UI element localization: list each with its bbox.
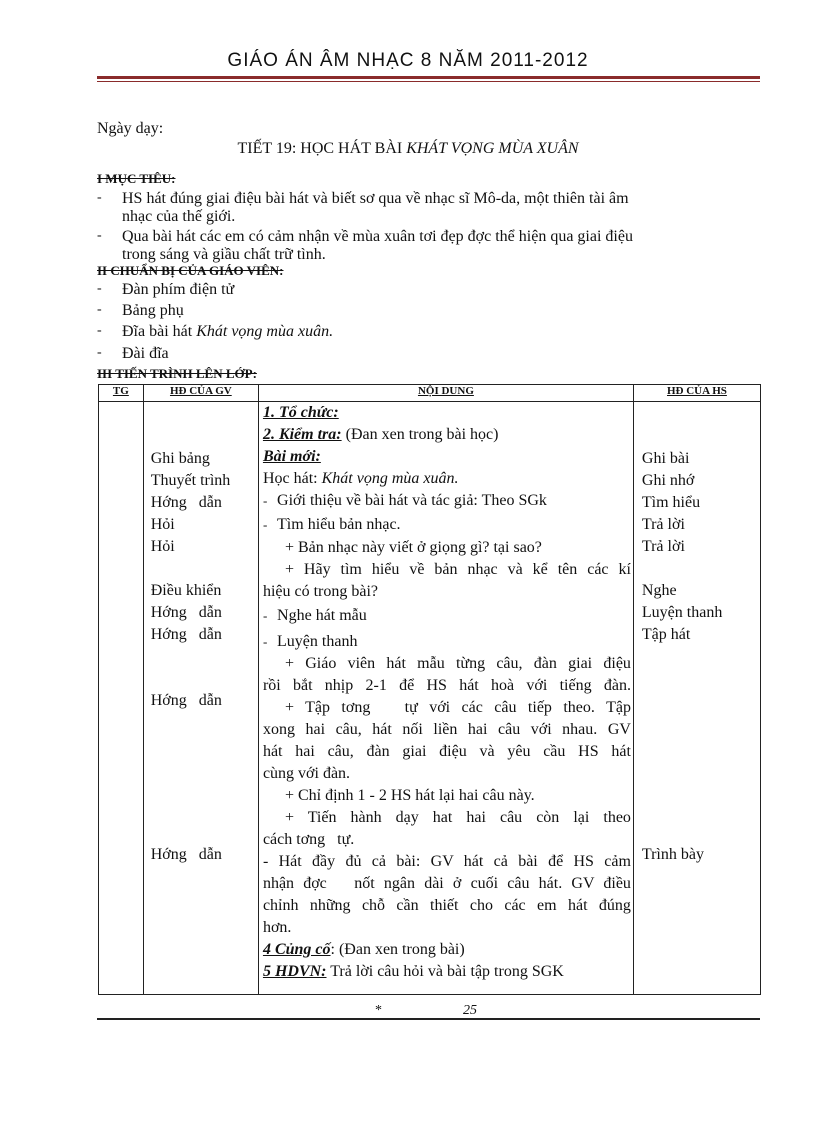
nd-heading: 2. Kiểm tra: bbox=[262, 426, 342, 443]
nd-line: + Tập tơng tự với các câu tiếp theo. Tập bbox=[284, 699, 631, 716]
header-hs: HĐ CỦA HS bbox=[633, 385, 760, 402]
nd-line: + Giáo viên hát mẫu từng câu, đàn giai điệu bbox=[284, 655, 631, 672]
footer-rule bbox=[97, 1018, 760, 1020]
bullet-mark: - bbox=[97, 228, 102, 243]
nd-line: hiệu có trong bài? bbox=[262, 583, 379, 600]
gv-item: Điều khiển bbox=[150, 582, 222, 599]
header-rule bbox=[97, 76, 760, 79]
bullet-mark: - bbox=[97, 190, 102, 205]
gv-item: Hớng dẫn bbox=[150, 494, 222, 511]
nd-line: + Bản nhạc này viết ở giọng gì? tại sao? bbox=[284, 539, 542, 556]
hs-item: Ghi nhớ bbox=[641, 472, 695, 489]
gv-item: Hỏi bbox=[150, 516, 175, 533]
hs-cell bbox=[633, 402, 760, 995]
date-label: Ngày dạy: bbox=[97, 120, 164, 137]
nd-cell: 1. Tổ chức: 2. Kiểm tra: (Đan xen trong bài học) Bài mới: Học hát: Khát vọng mùa xuân. - Giới thiệu về bài hát và tác giả: Theo SGk - Tìm hiểu bản nhạc. + Bản nhạc này viết ở giọng gì? tại sao? + Hãy tìm hiểu về bản nhạc và kể tên các kí hiệu có trong bài? - Nghe hát mẫu - Luyện thanh + Giáo viên hát mẫu từng câu, đàn giai điệu rồi bắt nhịp 2-1 để HS hát hoà với tiếng đàn. + Tập tơng tự với các câu tiếp theo. Tập xong hai câu, hát nối liền hai câu với nhau. GV hát hai câu, đàn giai điệu và yêu cầu HS hát cùng với đàn. + Chỉ định 1 - 2 HS hát lại hai câu này. + Tiến hành dạy hat hai câu còn lại theo cách tơng tự. - Hát đầy đủ cả bài: GV hát cả bài để HS cảm nhận đợc nốt ngân dài ở cuối câu hát. GV điều chỉnh những chỗ cần thiết cho các em hát đúng hơn. 4 Củng cố: (Đan xen trong bài) 5 HDVN: Trả lời câu hỏi và bài tập trong SGK bbox=[258, 402, 633, 995]
prep-item-1: Đàn phím điện tử bbox=[122, 281, 235, 298]
gv-item: Hớng dẫn bbox=[150, 626, 222, 643]
nd-heading: 5 HDVN: bbox=[262, 963, 327, 980]
nd-line: rồi bắt nhịp 2-1 để HS hát hoà với tiếng đàn. bbox=[262, 677, 631, 694]
tg-cell bbox=[99, 402, 144, 995]
nd-line: cùng với đàn. bbox=[262, 765, 351, 782]
hs-item: Ghi bài bbox=[641, 450, 690, 467]
header-tg: TG bbox=[99, 385, 144, 402]
prep-item-2: Bảng phụ bbox=[122, 302, 184, 319]
bullet-mark: - bbox=[97, 323, 102, 338]
section-2-heading: II CHUẨN BỊ CỦA GIÁO VIÊN: bbox=[97, 263, 284, 278]
nd-line: cách tơng tự. bbox=[262, 831, 355, 848]
bullet-mark: - bbox=[97, 302, 102, 317]
gv-item: Hớng dẫn bbox=[150, 604, 222, 621]
objective-1: HS hát đúng giai điệu bài hát và biết sơ qua về nhạc sĩ Mô-da, một thiên tài âm nhạc của thế giới. bbox=[122, 190, 629, 225]
lesson-title: TIẾT 19: HỌC HÁT BÀI KHÁT VỌNG MÙA XUÂN bbox=[237, 140, 579, 157]
nd-heading: 4 Củng cố bbox=[262, 941, 331, 958]
gv-item: Thuyết trình bbox=[150, 472, 231, 489]
bullet-mark: - bbox=[97, 281, 102, 296]
nd-line: + Tiến hành dạy hat hai câu còn lại theo bbox=[284, 809, 631, 826]
gv-item: Hớng dẫn bbox=[150, 692, 222, 709]
hs-item: Trả lời bbox=[641, 516, 685, 533]
hs-item: Trình bày bbox=[641, 846, 704, 863]
hs-item: Tập hát bbox=[641, 626, 691, 643]
gv-item: Hỏi bbox=[150, 538, 175, 555]
hs-item: Luyện thanh bbox=[641, 604, 723, 621]
nd-heading: Bài mới: bbox=[262, 448, 321, 465]
nd-line: Tìm hiểu bản nhạc. bbox=[277, 516, 401, 533]
section-3-heading: III TIẾN TRÌNH LÊN LỚP: bbox=[97, 366, 257, 381]
page-header: GIÁO ÁN ÂM NHẠC 8 NĂM 2011-2012 bbox=[227, 50, 589, 71]
footer-star: * bbox=[375, 1003, 382, 1018]
nd-line: nhận đợc nốt ngân dài ở cuối câu hát. GV điều bbox=[262, 875, 631, 892]
nd-line: - Hát đầy đủ cả bài: GV hát cả bài để HS cảm bbox=[262, 853, 631, 870]
nd-line: + Hãy tìm hiểu về bản nhạc và kể tên các kí bbox=[284, 561, 631, 578]
header-gv: HĐ CỦA GV bbox=[143, 385, 258, 402]
nd-line: hát hai câu, đàn giai điệu và yêu cầu HS hát bbox=[262, 743, 631, 760]
hs-item: Trả lời bbox=[641, 538, 685, 555]
objective-2: Qua bài hát các em có cảm nhận về mùa xuân tơi đẹp đợc thể hiện qua giai điệu trong sáng và giầu chất trữ tình. bbox=[122, 228, 633, 263]
section-1-heading: I MỤC TIÊU: bbox=[97, 171, 176, 186]
lesson-table bbox=[98, 384, 761, 995]
nd-line: Luyện thanh bbox=[277, 633, 358, 650]
header-rule-thin bbox=[97, 81, 760, 82]
nd-line: Giới thiệu về bài hát và tác giả: Theo SGk bbox=[277, 492, 547, 509]
hs-item: Nghe bbox=[641, 582, 677, 599]
gv-cell bbox=[143, 402, 258, 995]
nd-line: xong hai câu, hát nối liền hai câu với nhau. GV bbox=[262, 721, 631, 738]
prep-item-4: Đài đĩa bbox=[122, 345, 169, 362]
page-number: 25 bbox=[463, 1003, 477, 1018]
nd-line: Nghe hát mẫu bbox=[277, 607, 367, 624]
prep-item-3: Đĩa bài hát Khát vọng mùa xuân. bbox=[122, 323, 334, 340]
header-nd: NỘI DUNG bbox=[258, 385, 633, 402]
bullet-mark: - bbox=[97, 345, 102, 360]
nd-heading: 1. Tổ chức: bbox=[262, 404, 339, 421]
gv-item: Ghi bảng bbox=[150, 450, 210, 467]
hs-item: Tìm hiểu bbox=[641, 494, 701, 511]
nd-line: + Chỉ định 1 - 2 HS hát lại hai câu này. bbox=[284, 787, 535, 804]
nd-line: hơn. bbox=[262, 919, 292, 936]
gv-item: Hớng dẫn bbox=[150, 846, 222, 863]
nd-line: chỉnh những chỗ cần thiết cho các em hát đúng bbox=[262, 897, 631, 914]
